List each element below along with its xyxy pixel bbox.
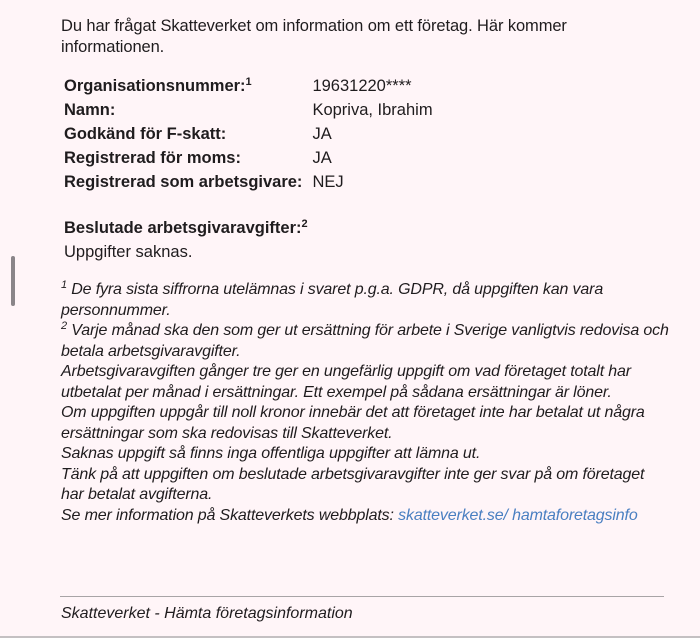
footnotes (61, 280, 671, 526)
footnote-ref-1: 1 (245, 75, 252, 88)
f-tax-label: Godkänd för F-skatt: (64, 124, 227, 143)
table-row-employer (64, 170, 433, 194)
footnote-ref-2: 2 (301, 218, 308, 230)
footnote-paragraph-4: Tänk på att uppgiften om beslutade arbetsgivaravgifter inte ger svar på om företaget har betalat avgifterna. (61, 465, 645, 503)
footnote-paragraph-1: Arbetsgivaravgiften gånger tre ger en ungefärlig uppgift om vad företaget totalt har utbetalat per månad i ersättningar. Ett exempel på sådana ersättningar är löner. (61, 363, 631, 401)
footer-source: Skatteverket - Hämta företagsinformation (61, 605, 353, 622)
name-label: Namn: (64, 100, 116, 119)
footnote-2: $^2$ Varje månad ska den som ger ut ersättning för arbete i Sverige vanligtvis redovisa och betala arbetsgivaravgifter. (61, 320, 669, 360)
vat-value: JA (312, 148, 332, 167)
employer-fees-label: Beslutade arbetsgivaravgifter:$^2$ (64, 218, 308, 237)
company-info-table (64, 74, 433, 194)
more-info: Se mer information på Skatteverkets webbplats: skatteverket.se/ hamtaforetagsinfo (61, 506, 638, 524)
table-row-org-number (64, 74, 433, 98)
footnote-paragraph-3: Saknas uppgift så finns inga offentliga uppgifter att lämna ut. (61, 445, 481, 462)
table-row-vat (64, 146, 433, 170)
message-content (61, 16, 671, 526)
table-row-name (64, 98, 433, 122)
org-number-label: Organisationsnummer:$^1$ (64, 75, 252, 95)
vat-label: Registrerad för moms: (64, 148, 241, 167)
f-tax-value: JA (312, 124, 332, 143)
footer-divider (60, 596, 664, 597)
skatteverket-link[interactable]: skatteverket.se/ hamtaforetagsinfo (398, 506, 638, 524)
employer-label: Registrerad som arbetsgivare: (64, 172, 303, 191)
employer-fees-value: Uppgifter saknas. (64, 243, 193, 261)
table-row-f-tax (64, 122, 433, 146)
name-value: Kopriva, Ibrahim (312, 100, 433, 119)
org-number-value: 19631220**** (312, 76, 412, 95)
footnote-1: $^1$ De fyra sista siffrorna utelämnas i svaret p.g.a. GDPR, då uppgiften kan vara personnummer. (61, 279, 604, 319)
employer-value: NEJ (312, 172, 344, 191)
intro-text: Du har frågat Skatteverket om information om ett företag. Här kommer informationen. (61, 17, 567, 56)
scroll-indicator[interactable] (11, 256, 15, 306)
footnote-paragraph-2: Om uppgiften uppgår till noll kronor innebär det att företaget inte har betalat ut några ersättningar som ska redovisas till Skatteverket. (61, 404, 645, 442)
